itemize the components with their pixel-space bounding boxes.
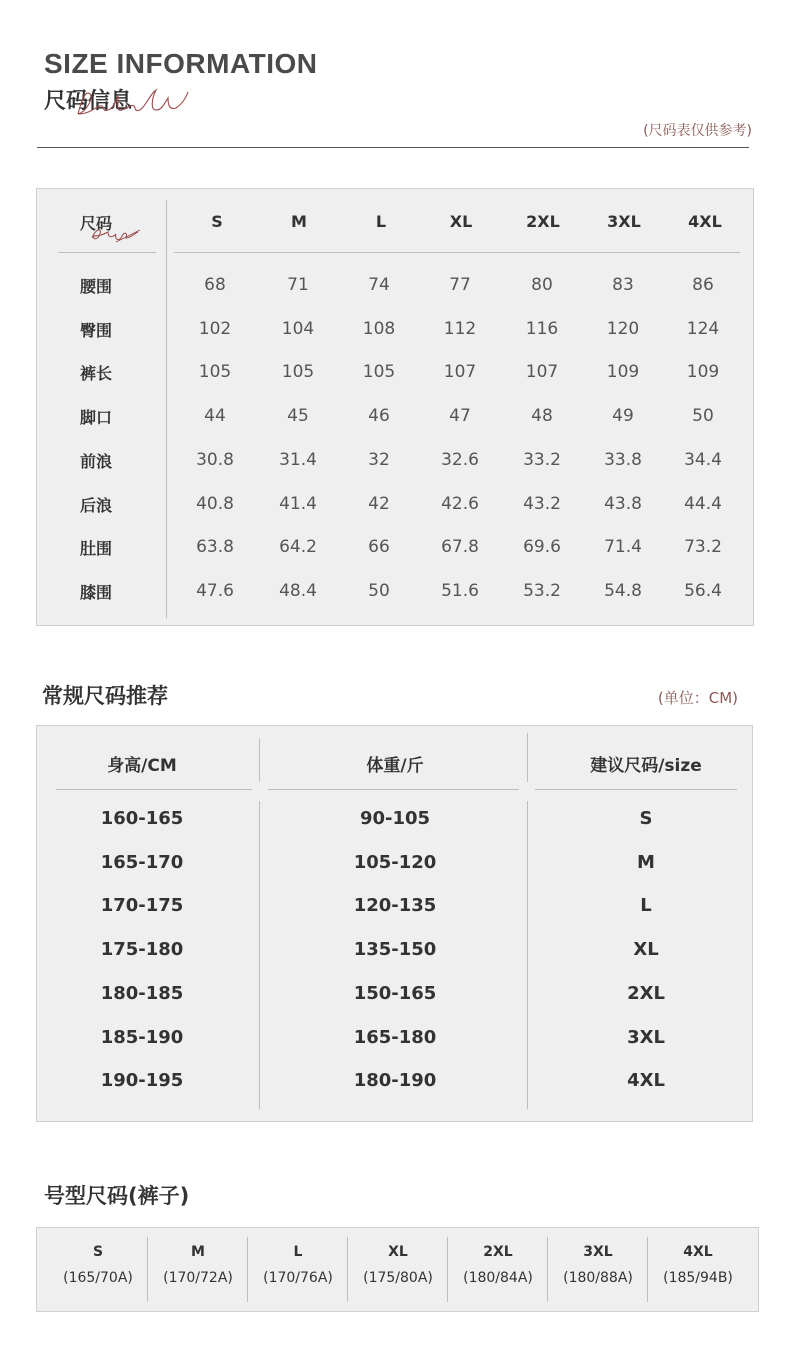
model-size-title: 号型尺码(裤子) — [44, 1184, 190, 1208]
model-size-code: (180/84A) — [463, 1270, 533, 1286]
table-cell: 67.8 — [441, 537, 479, 557]
table-divider-vertical — [527, 801, 528, 1109]
suggested-size-header: 建议尺码/size — [590, 756, 702, 776]
table-cell: 43.2 — [523, 494, 561, 514]
table-cell: 107 — [525, 362, 559, 382]
model-size-code: (165/70A) — [63, 1270, 133, 1286]
model-size-code: (170/72A) — [163, 1270, 233, 1286]
table-divider-horizontal — [174, 252, 740, 253]
table-divider-horizontal — [56, 789, 252, 790]
size-header-xl: XL — [449, 212, 473, 231]
page-title-cn: 尺码信息 — [44, 89, 133, 114]
page-title-en: SIZE INFORMATION — [44, 48, 318, 79]
table-cell: 109 — [686, 362, 720, 382]
table-cell: 54.8 — [604, 581, 642, 601]
table-cell: 44 — [204, 406, 226, 426]
detail-script-logo — [72, 84, 192, 120]
table-cell: 105 — [362, 362, 396, 382]
height-header: 身高/CM — [107, 756, 177, 776]
table-cell: 49 — [612, 406, 634, 426]
table-cell: 33.8 — [604, 450, 642, 470]
table-cell: 44.4 — [684, 494, 722, 514]
table-cell: 86 — [692, 275, 714, 295]
table-divider-vertical — [347, 1237, 348, 1302]
weight-header: 体重/斤 — [366, 756, 424, 776]
table-cell: 175-180 — [100, 939, 184, 960]
size-header-2xl: 2XL — [526, 212, 560, 231]
table-cell: 150-165 — [353, 983, 437, 1004]
table-divider-vertical — [166, 200, 167, 618]
table-cell: 69.6 — [523, 537, 561, 557]
table-cell: 32 — [368, 450, 390, 470]
table-cell: 120 — [606, 319, 640, 339]
table-cell: 50 — [368, 581, 390, 601]
corner-label: 尺码 — [80, 214, 113, 233]
model-size-label: 4XL — [683, 1244, 713, 1260]
table-cell: 34.4 — [684, 450, 722, 470]
model-size-code: (185/94B) — [663, 1270, 733, 1286]
size-header-3xl: 3XL — [607, 212, 641, 231]
table-cell: 32.6 — [441, 450, 479, 470]
table-cell: 73.2 — [684, 537, 722, 557]
row-label: 腰围 — [80, 277, 113, 296]
table-cell: 47 — [449, 406, 471, 426]
table-cell: 30.8 — [196, 450, 234, 470]
table-divider-vertical — [259, 738, 260, 782]
model-size-label: S — [92, 1244, 104, 1260]
row-label: 裤长 — [80, 364, 113, 383]
table-cell: 71 — [287, 275, 309, 295]
table-cell: 40.8 — [196, 494, 234, 514]
model-size-label: 2XL — [483, 1244, 513, 1260]
table-cell: 48.4 — [279, 581, 317, 601]
table-divider-vertical — [647, 1237, 648, 1302]
table-cell: L — [640, 895, 652, 916]
table-divider-vertical — [547, 1237, 548, 1302]
table-cell: 180-185 — [100, 983, 184, 1004]
table-divider-vertical — [259, 801, 260, 1109]
row-label: 前浪 — [80, 452, 113, 471]
table-cell: 160-165 — [100, 808, 184, 829]
table-divider-vertical — [147, 1237, 148, 1302]
table-cell: 4XL — [627, 1070, 665, 1091]
table-cell: 170-175 — [100, 895, 184, 916]
table-cell: 42 — [368, 494, 390, 514]
table-cell: 41.4 — [279, 494, 317, 514]
table-divider-vertical — [447, 1237, 448, 1302]
table-cell: 33.2 — [523, 450, 561, 470]
table-cell: 135-150 — [353, 939, 437, 960]
model-size-label: M — [191, 1244, 205, 1260]
table-cell: 120-135 — [353, 895, 437, 916]
table-cell: 56.4 — [684, 581, 722, 601]
table-cell: 66 — [368, 537, 390, 557]
table-cell: 64.2 — [279, 537, 317, 557]
table-cell: XL — [633, 939, 659, 960]
table-cell: 63.8 — [196, 537, 234, 557]
table-cell: 31.4 — [279, 450, 317, 470]
size-header-l: L — [375, 212, 387, 231]
table-cell: S — [639, 808, 653, 829]
model-size-code: (175/80A) — [363, 1270, 433, 1286]
table-cell: 105 — [281, 362, 315, 382]
recommend-table — [36, 725, 753, 1122]
table-cell: 83 — [612, 275, 634, 295]
table-cell: 105-120 — [353, 852, 437, 873]
row-label: 膝围 — [80, 583, 113, 602]
table-cell: 180-190 — [353, 1070, 437, 1091]
table-cell: 109 — [606, 362, 640, 382]
table-cell: 3XL — [627, 1027, 665, 1048]
size-header-s: S — [211, 212, 223, 231]
table-divider-horizontal — [268, 789, 519, 790]
table-cell: 77 — [449, 275, 471, 295]
table-cell: 116 — [525, 319, 559, 339]
table-cell: 80 — [531, 275, 553, 295]
row-label: 臀围 — [80, 321, 113, 340]
table-cell: 185-190 — [100, 1027, 184, 1048]
table-divider-vertical — [527, 733, 528, 782]
table-divider-horizontal — [58, 252, 156, 253]
header-divider — [37, 147, 749, 148]
model-size-label: L — [293, 1244, 303, 1260]
model-size-code: (170/76A) — [263, 1270, 333, 1286]
table-cell: 43.8 — [604, 494, 642, 514]
table-divider-horizontal — [535, 789, 737, 790]
table-cell: 2XL — [627, 983, 665, 1004]
size-header-m: M — [291, 212, 307, 231]
table-divider-vertical — [247, 1237, 248, 1302]
table-cell: 105 — [198, 362, 232, 382]
table-cell: 104 — [281, 319, 315, 339]
table-cell: 108 — [362, 319, 396, 339]
size-header-4xl: 4XL — [688, 212, 722, 231]
recommend-title: 常规尺码推荐 — [42, 684, 168, 708]
row-label: 肚围 — [80, 539, 113, 558]
table-cell: M — [637, 852, 655, 873]
table-cell: 46 — [368, 406, 390, 426]
table-cell: 112 — [443, 319, 477, 339]
row-label: 脚口 — [80, 408, 113, 427]
table-cell: 68 — [204, 275, 226, 295]
table-cell: 45 — [287, 406, 309, 426]
unit-note: (单位：CM) — [657, 689, 738, 707]
table-cell: 107 — [443, 362, 477, 382]
table-cell: 51.6 — [441, 581, 479, 601]
table-cell: 90-105 — [359, 808, 431, 829]
table-cell: 165-180 — [353, 1027, 437, 1048]
table-cell: 190-195 — [100, 1070, 184, 1091]
model-size-code: (180/88A) — [563, 1270, 633, 1286]
table-cell: 42.6 — [441, 494, 479, 514]
table-cell: 165-170 — [100, 852, 184, 873]
table-cell: 53.2 — [523, 581, 561, 601]
table-cell: 48 — [531, 406, 553, 426]
table-cell: 124 — [686, 319, 720, 339]
model-size-label: 3XL — [583, 1244, 613, 1260]
size-script-logo — [90, 220, 142, 244]
table-cell: 50 — [692, 406, 714, 426]
table-cell: 71.4 — [604, 537, 642, 557]
table-cell: 102 — [198, 319, 232, 339]
table-cell: 74 — [368, 275, 390, 295]
row-label: 后浪 — [80, 496, 113, 515]
table-cell: 47.6 — [196, 581, 234, 601]
model-size-label: XL — [388, 1244, 408, 1260]
reference-note: (尺码表仅供参考) — [643, 123, 752, 139]
